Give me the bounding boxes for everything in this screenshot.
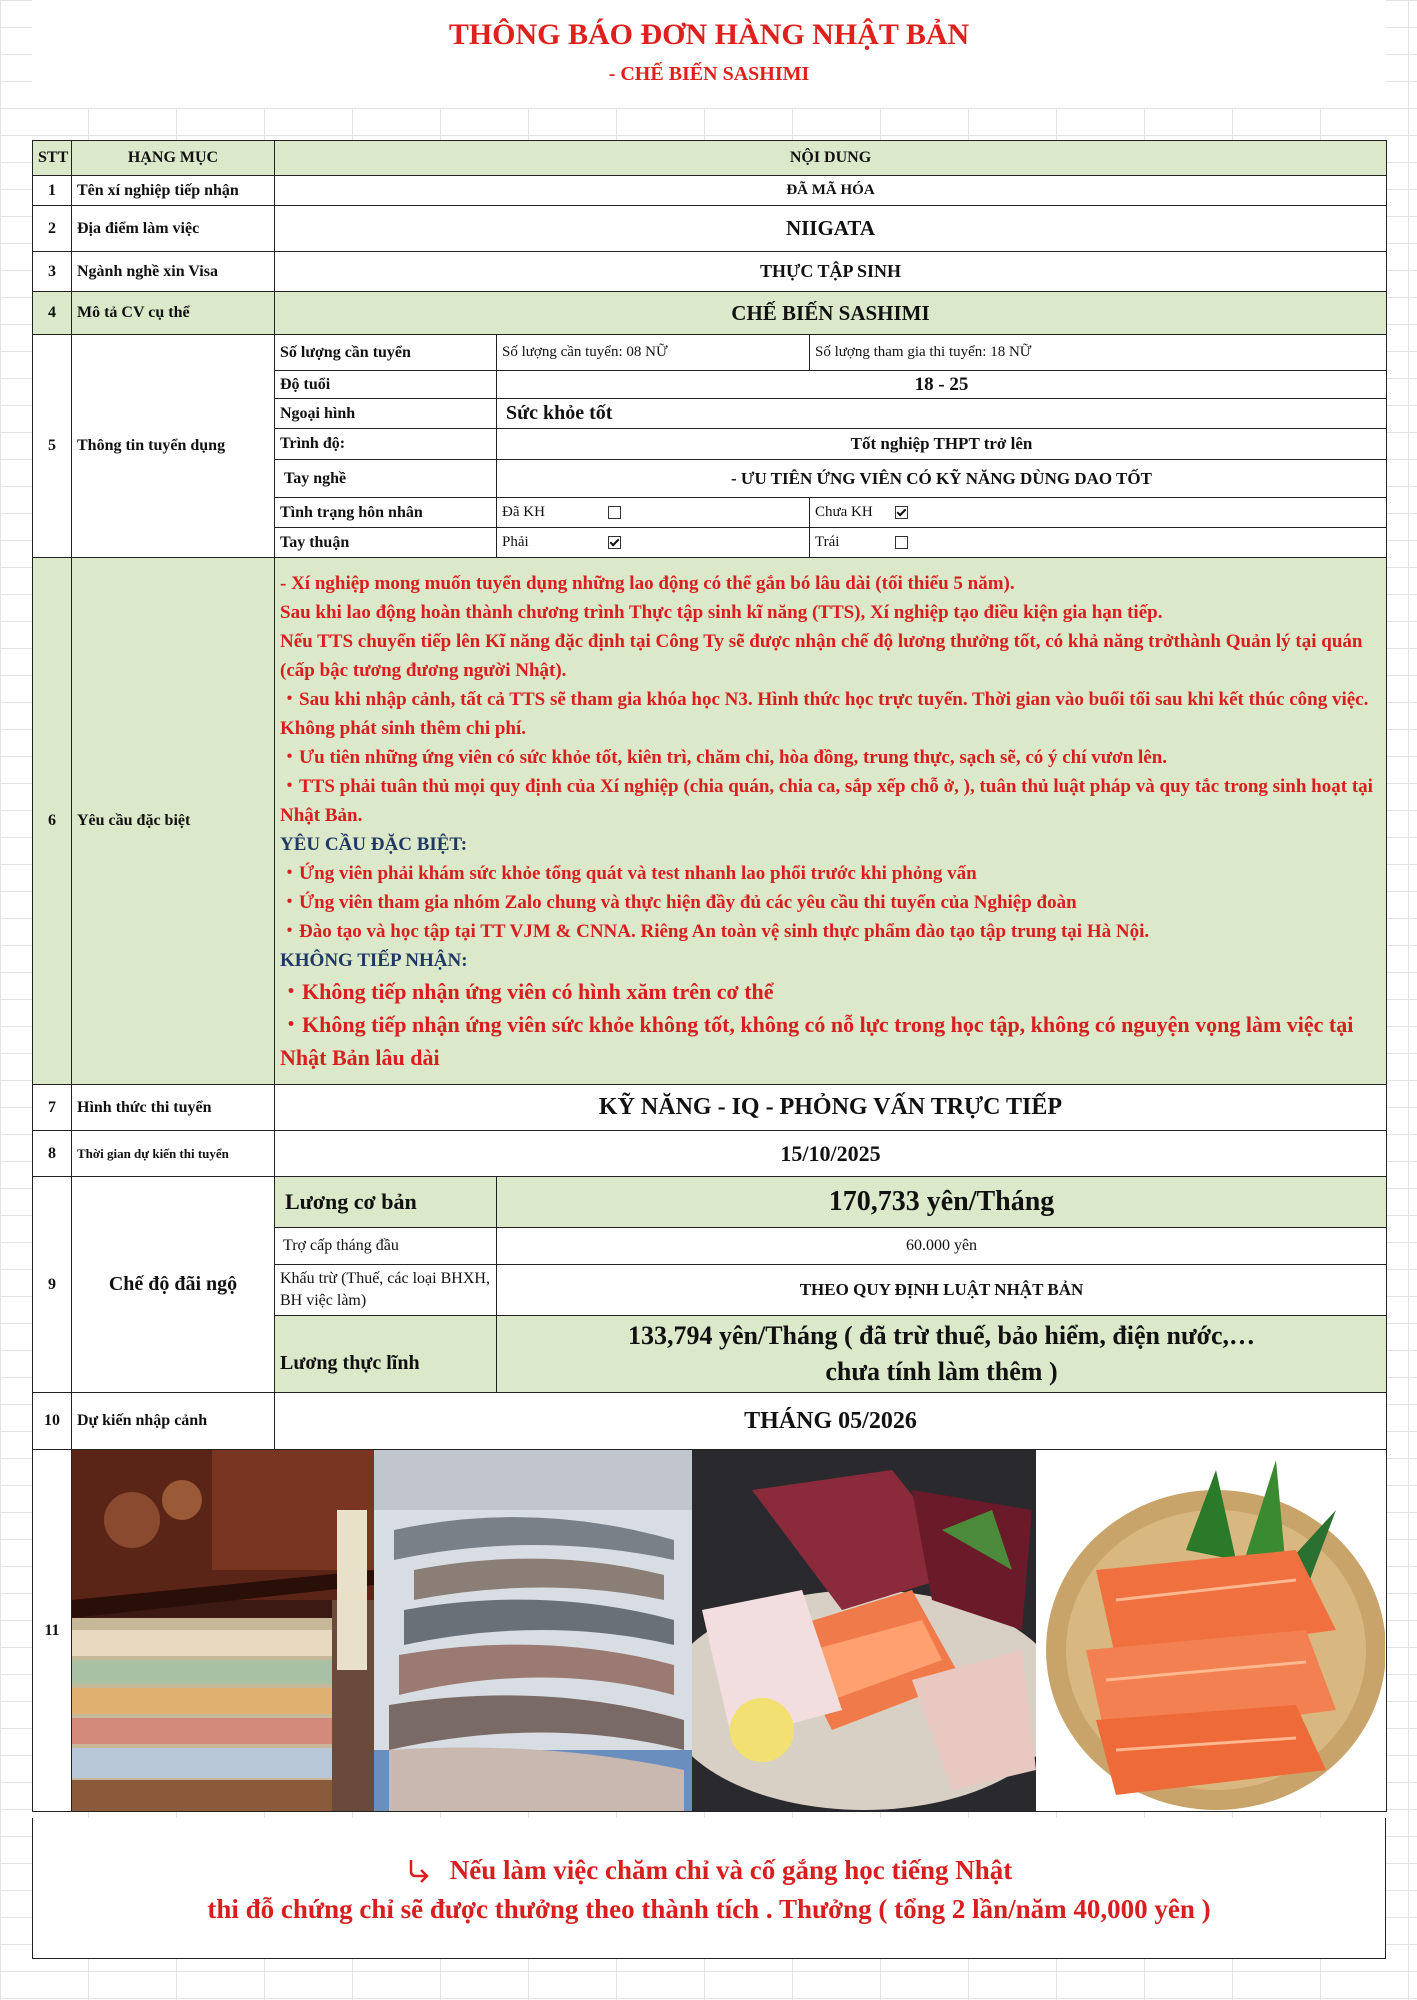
- age-value: 18 - 25: [497, 371, 1387, 399]
- job-order-table: [32, 140, 1387, 1812]
- work-location-value: NIIGATA: [275, 206, 1387, 252]
- education-value: Tốt nghiệp THPT trở lên: [497, 429, 1387, 460]
- row-stt: 5: [33, 335, 72, 558]
- net-salary-label: Lương thực lĩnh: [275, 1316, 497, 1393]
- row-label: Dự kiến nhập cảnh: [72, 1393, 275, 1450]
- requirement-line: Sau khi lao động hoàn thành chương trình Thực tập sinh kĩ năng (TTS), Xí nghiệp tạo điều kiện gia hạn tiếp.: [280, 601, 1163, 623]
- quantity-label: Số lượng cần tuyển: [275, 335, 497, 371]
- table-row-company: [33, 176, 1387, 206]
- left-hand-option: [810, 528, 1387, 558]
- not-accepted-heading: KHÔNG TIẾP NHẬN:: [280, 949, 468, 971]
- requirement-line: ・Sau khi nhập cảnh, tất cả TTS sẽ tham gia khóa học N3. Hình thức học trực tuyến. Thời gian vào buổi tối sau khi kết thúc công việc. Không phát sinh thêm chi phí.: [280, 688, 1369, 739]
- single-checkbox[interactable]: [895, 506, 908, 519]
- requirement-line: ・Ứng viên tham gia nhóm Zalo chung và thực hiện đầy đủ các yêu cầu thi tuyển của Nghiệp đoàn: [280, 891, 1077, 913]
- sashimi-platter-photo: [692, 1450, 1036, 1811]
- bonus-note-line-2: thi đỗ chứng chỉ sẽ được thưởng theo thành tích . Thưởng ( tổng 2 lần/năm 40,000 yên ): [207, 1894, 1211, 1924]
- requirement-line: ・Đào tạo và học tập tại TT VJM & CNNA. Riêng An toàn vệ sinh thực phẩm đào tạo tập trung tại Hà Nội.: [280, 920, 1150, 942]
- left-hand-label: Trái: [815, 534, 840, 550]
- quantity-value: Số lượng cần tuyển: 08 NỮ: [497, 335, 810, 371]
- requirement-line: ・TTS phải tuân thủ mọi quy định của Xí nghiệp (chia quán, chia ca, sắp xếp chỗ ở, ), tuân thủ luật pháp và quy tắc trong sinh hoạt tại Nhật Bản.: [280, 775, 1373, 826]
- age-label: Độ tuổi: [275, 371, 497, 399]
- store-interior-photo: [72, 1450, 374, 1811]
- salmon-basket-photo: [1036, 1450, 1385, 1811]
- appearance-label: Ngoại hình: [275, 399, 497, 429]
- table-row-photos: [33, 1450, 1387, 1812]
- deduction-value: THEO QUY ĐỊNH LUẬT NHẬT BẢN: [497, 1265, 1387, 1316]
- bonus-note: [32, 1818, 1386, 1959]
- right-hand-checkbox[interactable]: [608, 536, 621, 549]
- header-content: NỘI DUNG: [275, 141, 1387, 176]
- row-label: Thông tin tuyển dụng: [72, 335, 275, 558]
- hand-label: Tay thuận: [275, 528, 497, 558]
- row-label: Thời gian dự kiến thi tuyển: [72, 1131, 275, 1177]
- visa-type-value: THỰC TẬP SINH: [275, 252, 1387, 292]
- row-stt: 7: [33, 1085, 72, 1131]
- skill-value: - ƯU TIÊN ỨNG VIÊN CÓ KỸ NĂNG DÙNG DAO TỐT: [497, 460, 1387, 498]
- bonus-note-text: Nếu làm việc chăm chỉ và cố gắng học tiếng Nhật: [449, 1855, 1013, 1885]
- document-title: THÔNG BÁO ĐƠN HÀNG NHẬT BẢN: [448, 18, 970, 51]
- turn-arrow-icon: [406, 1857, 432, 1883]
- base-salary-row: [33, 1177, 1387, 1228]
- requirement-line: - Xí nghiệp mong muốn tuyển dụng những lao động có thể gắn bó lâu dài (tối thiểu 5 năm).: [280, 572, 1015, 594]
- appearance-value: Sức khỏe tốt: [497, 399, 1387, 429]
- exam-date-value: 15/10/2025: [275, 1131, 1387, 1177]
- row-stt: 6: [33, 558, 72, 1085]
- deduction-label: Khấu trừ (Thuế, các loại BHXH, BH việc làm): [275, 1265, 497, 1316]
- photo-strip: [72, 1450, 1387, 1812]
- net-salary-line: chưa tính làm thêm ): [825, 1357, 1058, 1386]
- table-row-visa: [33, 252, 1387, 292]
- row-label: Hình thức thi tuyển: [72, 1085, 275, 1131]
- document-header: [32, 0, 1386, 108]
- header-stt: STT: [33, 141, 72, 176]
- requirement-line: ・Ứng viên phải khám sức khỏe tổng quát và test nhanh lao phổi trước khi phỏng vấn: [280, 862, 977, 884]
- row-label: Mô tả CV cụ thể: [72, 292, 275, 335]
- row-stt: 11: [33, 1450, 72, 1812]
- special-requirements-content: [275, 558, 1387, 1085]
- requirement-line: Nếu TTS chuyển tiếp lên Kĩ năng đặc định tại Công Ty sẽ được nhận chế độ lương thưởng tốt, có khả năng trởthành Quản lý tại quán (cấp bậc tương đương người Nhật).: [280, 630, 1363, 681]
- married-checkbox[interactable]: [608, 506, 621, 519]
- row-label: Tên xí nghiệp tiếp nhận: [72, 176, 275, 206]
- base-salary-value: 170,733 yên/Tháng: [497, 1177, 1387, 1228]
- table-row-location: [33, 206, 1387, 252]
- row-label: Ngành nghề xin Visa: [72, 252, 275, 292]
- left-hand-checkbox[interactable]: [895, 536, 908, 549]
- net-salary-value: [497, 1316, 1387, 1393]
- row-label: Chế độ đãi ngộ: [72, 1177, 275, 1393]
- single-option-label: Chưa KH: [815, 504, 873, 520]
- net-salary-line: 133,794 yên/Tháng ( đã trừ thuế, bảo hiểm, điện nước,…: [627, 1321, 1256, 1350]
- row-stt: 8: [33, 1131, 72, 1177]
- special-requirements-heading: YÊU CẦU ĐẶC BIỆT:: [280, 833, 468, 855]
- requirement-line: ・Không tiếp nhận ứng viên sức khỏe không tốt, không có nỗ lực trong học tập, không có nguyện vọng làm việc tại Nhật Bản lâu dài: [280, 1011, 1354, 1070]
- base-salary-label: Lương cơ bản: [275, 1177, 497, 1228]
- row-stt: 2: [33, 206, 72, 252]
- marital-label: Tình trạng hôn nhân: [275, 498, 497, 528]
- row-label: Yêu cầu đặc biệt: [72, 558, 275, 1085]
- allowance-value: 60.000 yên: [497, 1228, 1387, 1265]
- allowance-label: Trợ cấp tháng đầu: [275, 1228, 497, 1265]
- mackerel-fillets-photo: [374, 1450, 692, 1811]
- table-row-entry-date: [33, 1393, 1387, 1450]
- row-stt: 10: [33, 1393, 72, 1450]
- married-option-label: Đã KH: [502, 504, 545, 520]
- single-option: [810, 498, 1387, 528]
- document-subtitle: - CHẾ BIẾN SASHIMI: [608, 63, 810, 85]
- table-header-row: [33, 141, 1387, 176]
- right-hand-option: [497, 528, 810, 558]
- table-row-job-description: [33, 292, 1387, 335]
- recruit-quantity-row: [33, 335, 1387, 371]
- table-row-exam-date: [33, 1131, 1387, 1177]
- bonus-note-line-1: [33, 1855, 1385, 1886]
- right-hand-label: Phải: [502, 534, 529, 550]
- row-label: Địa điểm làm việc: [72, 206, 275, 252]
- row-stt: 1: [33, 176, 72, 206]
- row-stt: 9: [33, 1177, 72, 1393]
- participants-value: Số lượng tham gia thi tuyển: 18 NỮ: [810, 335, 1387, 371]
- requirement-line: ・Ưu tiên những ứng viên có sức khỏe tốt, kiên trì, chăm chỉ, hòa đồng, trung thực, sạch sẽ, có ý chí vươn lên.: [280, 746, 1168, 768]
- table-row-exam-format: [33, 1085, 1387, 1131]
- row-stt: 4: [33, 292, 72, 335]
- row-stt: 3: [33, 252, 72, 292]
- entry-date-value: THÁNG 05/2026: [275, 1393, 1387, 1450]
- job-description-value: CHẾ BIẾN SASHIMI: [275, 292, 1387, 335]
- exam-format-value: KỸ NĂNG - IQ - PHỎNG VẤN TRỰC TIẾP: [275, 1085, 1387, 1131]
- requirement-line: ・Không tiếp nhận ứng viên có hình xăm trên cơ thể: [280, 978, 774, 1004]
- table-row-special-requirements: [33, 558, 1387, 1085]
- education-label: Trình độ:: [275, 429, 497, 460]
- married-option: [497, 498, 810, 528]
- header-category: HẠNG MỤC: [72, 141, 275, 176]
- skill-label: Tay nghề: [275, 460, 497, 498]
- company-name-value: ĐÃ MÃ HÓA: [275, 176, 1387, 206]
